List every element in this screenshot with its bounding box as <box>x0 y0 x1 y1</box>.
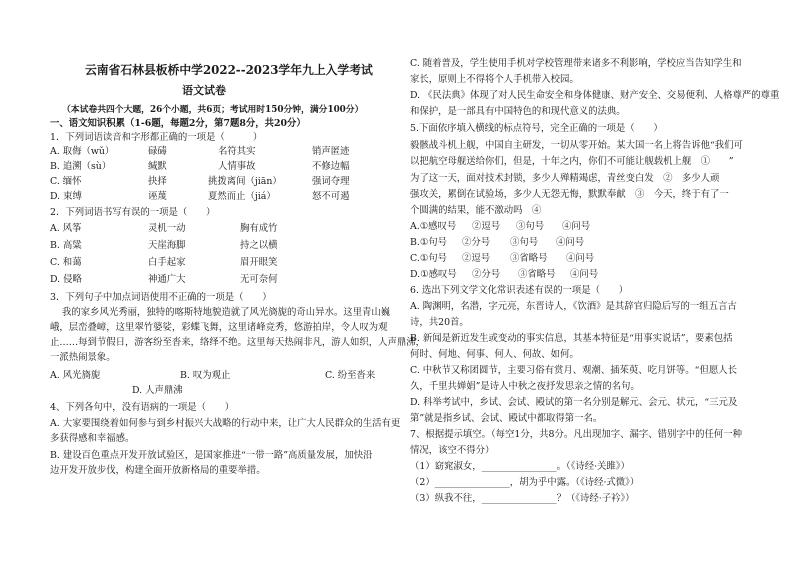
exam-subtitle: 语文试卷 <box>182 84 226 97</box>
q6-line: B. 新闻是新近发生或变动的事实信息，其基本特征是“用事实说话”，要素包括 <box>410 333 733 344</box>
q1-stem: 1．下列词语读音和字形都正确的一项是（ ） <box>50 132 263 143</box>
left-column: 云南省石林县板桥中学2022--2023学年九上入学考试 语文试卷 （本试卷共四个大题，26个小题，共6页；考试用时150分钟，满分100分） 一、语文知识积累（1-6题，每题2分，第7题8分，共20分） 1．下列词语读音和字形都正确的一项是（ ） A. 取侮（wǔ） 碌碡 名符其实 销声匿迹 B. 追溯（sù） 缄默 人情事故 不修边幅 C. 缅怀 抉择 挑拨离间（jiān） 强词夺理 D. 束缚 诬蔑 夏然而止（jiá） 怒不可遏 2．下列词语书写有误的一项是（ ） A. 风筝 灵机一动 胸有成竹 B. 高粱 天崖海脚 持之以横 C. 和蔼 白手起家 眉开眼笑 D. 侵略 神通广大 无可奈何 3．下列句子中加点词语使用不正确的一项是（ ） 我的家乡风光秀丽，独特的喀斯特地貌造就了风光旖旎的奇山异水。这里青山巍 峨，层峦叠嶂，这里翠竹婆娑，彩蝶飞舞，这里诸峰竞秀，悠游拍岸，令人叹为观 止……每到节假日，游客纷至沓来，络绎不绝。这里每天热闹非凡，游人如织，人声鼎沸， 一派热闹景象。 A. 风光旖旎 B. 叹为观止 C. 纷至沓来 D. 人声鼎沸 4、下列各句中，没有语病的一项是（ ） A. 大家要围绕着如何参与到乡村振兴大战略的行动中来，让广大人民群众的生活有更 多获得感和幸福感。 B. 建设百色重点开发开放试验区，是国家推进“一带一路”高质量发展，加快沿 边开发开放步伐，构建全面开放新格局的重要举措。 <box>50 63 426 476</box>
q5-passage-line: 强攻关，累倒在试验场，多少人无怨无悔，默默奉献 ③ 今天，终于有了一 <box>410 189 729 200</box>
q7-item: （1）窈窕淑女，________________。（《诗经·关雎》） <box>410 461 630 472</box>
q4-stem: 4、下列各句中，没有语病的一项是（ ） <box>50 402 235 413</box>
q4-line: 边开发开放步伐，构建全面开放新格局的重要举措。 <box>50 465 266 476</box>
q7-item: （2）________________，胡为乎中露。（《诗经·式微》） <box>410 477 640 488</box>
q2-stem: 2．下列词语书写有误的一项是（ ） <box>50 207 216 218</box>
q4-line: A. 大家要围绕着如何参与到乡村振兴大战略的行动中来，让广大人民群众的生活有更 <box>50 418 401 429</box>
q4-option-c-line: C. 随着普及，学生使用手机对学校管理带来诸多不利影响，学校应当告知学生和 <box>410 58 742 69</box>
q4-line: 多获得感和幸福感。 <box>50 433 135 444</box>
q6-line: 何时、何地、何事、何人、何故、如何。 <box>410 349 579 360</box>
q3-stem: 3．下列句子中加点词语使用不正确的一项是（ ） <box>50 292 272 303</box>
q3-option-d: D. 人声鼎沸 <box>132 385 183 396</box>
q5-passage-line: 为了这一天，面对技术封锁，多少人殚精竭虑，青丝变白发 ② 多少人顽 <box>410 173 720 184</box>
q6-line: 第”就是指乡试、会试、殿试中都取得第一名。 <box>410 413 603 424</box>
q4-option-d-line: D. 《民法典》体现了对人民生命安全和身体健康、财产安全、交易便利、人格尊严的尊重 <box>410 90 780 101</box>
q4-option-c-line: 家长，原则上不得将个人手机带入校园。 <box>410 74 579 85</box>
q7-stem: 7、根据提示填空。（每空1分，共8分。凡出现加字、漏字、错别字中的任何一种 <box>410 429 742 440</box>
q5-passage-line: 以把航空母舰送给你们，但是，十年之内，你们不可能让舰载机上舰 ① ” <box>410 156 734 167</box>
q5-passage-line: 个圆满的结果，能不激动吗 ④ <box>410 205 542 216</box>
q3-passage-line: 我的家乡风光秀丽，独特的喀斯特地貌造就了风光旖旎的奇山异水。这里青山巍 <box>62 307 391 318</box>
q6-line: 诗，共20首。 <box>410 317 469 328</box>
q6-stem: 6. 选出下列文学文化常识表述有误的一项是（ ） <box>410 285 629 296</box>
q6-line: C. 中秋节又称团圆节，主要习俗有赏月、观潮、插茱萸、吃月饼等。“但愿人长 <box>410 365 737 376</box>
right-column: C. 随着普及，学生使用手机对学校管理带来诸多不利影响，学校应当告知学生和 家长，原则上不得将个人手机带入校园。 D. 《民法典》体现了对人民生命安全和身体健康、财产安全、交易便利、人格尊严的尊重 和保护，是一部具有中国特色的和现代意义的法典。 5.下面依序填入横线的标点符号，完全正确的一项是（ ） 毅骸战斗机上舰，中国自主研发，一切从零开始。某大国一名上将告诉他“我们可 以把航空母舰送给你们，但是，十年之内，你们不可能让舰载机上舰 ① ” 为了这一天，面对技术封锁，多少人殚精竭虑，青丝变白发 ② 多少人顽 强攻关，累倒在试验场，多少人无怨无悔，默默奉献 ③ 今天，终于有了一 个圆满的结果，能不激动吗 ④ A.①感叹号 ②逗号 ③句号 ④问号 B.①句号 ②分号 ③句号 ④问号 C.①句号 ②逗号 ③省略号 ④问号 D.①感叹号 ②分号 ③省略号 ④问号 6. 选出下列文学文化常识表述有误的一项是（ ） A. 陶渊明，名潜，字元亮，东晋诗人，《饮酒》是其辞官归隐后写的一组五言古 诗，共20首。 B. 新闻是新近发生或变动的事实信息，其基本特征是“用事实说话”，要素包括 何时、何地、何事、何人、何故、如何。 C. 中秋节又称团圆节，主要习俗有赏月、观潮、插茱萸、吃月饼等。“但愿人长 久，千里共婵娟”是诗人中秋之夜抒发思亲之情的名句。 D. 科举考试中，乡试、会试、殿试的第一名分别是解元、会元、状元，“三元及 第”就是指乡试、会试、殿试中都取得第一名。 7、根据提示填空。（每空1分，共8分。凡出现加字、漏字、错别字中的任何一种 情况，该空不得分） （1）窈窕淑女，________________。（《诗经·关雎》） （2）________________，胡为乎中露。（《诗经·式微》） （3）纵我不往，________________？（《诗经·子衿》） <box>410 58 780 504</box>
q6-line: A. 陶渊明，名潜，字元亮，东晋诗人，《饮酒》是其辞官归隐后写的一组五言古 <box>410 301 737 312</box>
q3-passage-line: 峨，层峦叠嶂，这里翠竹婆娑，彩蝶飞舞，这里诸峰竞秀，悠游拍岸，令人叹为观 <box>50 322 388 333</box>
q5-passage-line: 毅骸战斗机上舰，中国自主研发，一切从零开始。某大国一名上将告诉他“我们可 <box>410 140 743 151</box>
q6-line: D. 科举考试中，乡试、会试、殿试的第一名分别是解元、会元、状元，“三元及 <box>410 397 738 408</box>
section-1-heading: 一、语文知识积累（1-6题，每题2分，第7题8分，共20分） <box>50 118 306 129</box>
exam-note: （本试卷共四个大题，26个小题，共6页；考试用时150分钟，满分100分） <box>62 105 364 115</box>
q3-passage-line: 止……每到节假日，游客纷至沓来，络绎不绝。这里每天热闹非凡，游人如织，人声鼎沸， <box>50 337 426 348</box>
q5-stem: 5.下面依序填入横线的标点符号，完全正确的一项是（ ） <box>410 123 663 134</box>
q7-item: （3）纵我不往，________________？（《诗经·子衿》） <box>410 493 635 504</box>
exam-title: 云南省石林县板桥中学2022--2023学年九上入学考试 <box>85 63 373 77</box>
q4-line: B. 建设百色重点开发开放试验区，是国家推进“一带一路”高质量发展，加快沿 <box>50 450 373 461</box>
q4-option-d-line: 和保护，是一部具有中国特色的和现代意义的法典。 <box>410 106 626 117</box>
q7-stem: 情况，该空不得分） <box>410 445 495 456</box>
q3-passage-line: 一派热闹景象。 <box>50 352 116 363</box>
q6-line: 久，千里共婵娟”是诗人中秋之夜抒发思亲之情的名句。 <box>410 381 640 392</box>
